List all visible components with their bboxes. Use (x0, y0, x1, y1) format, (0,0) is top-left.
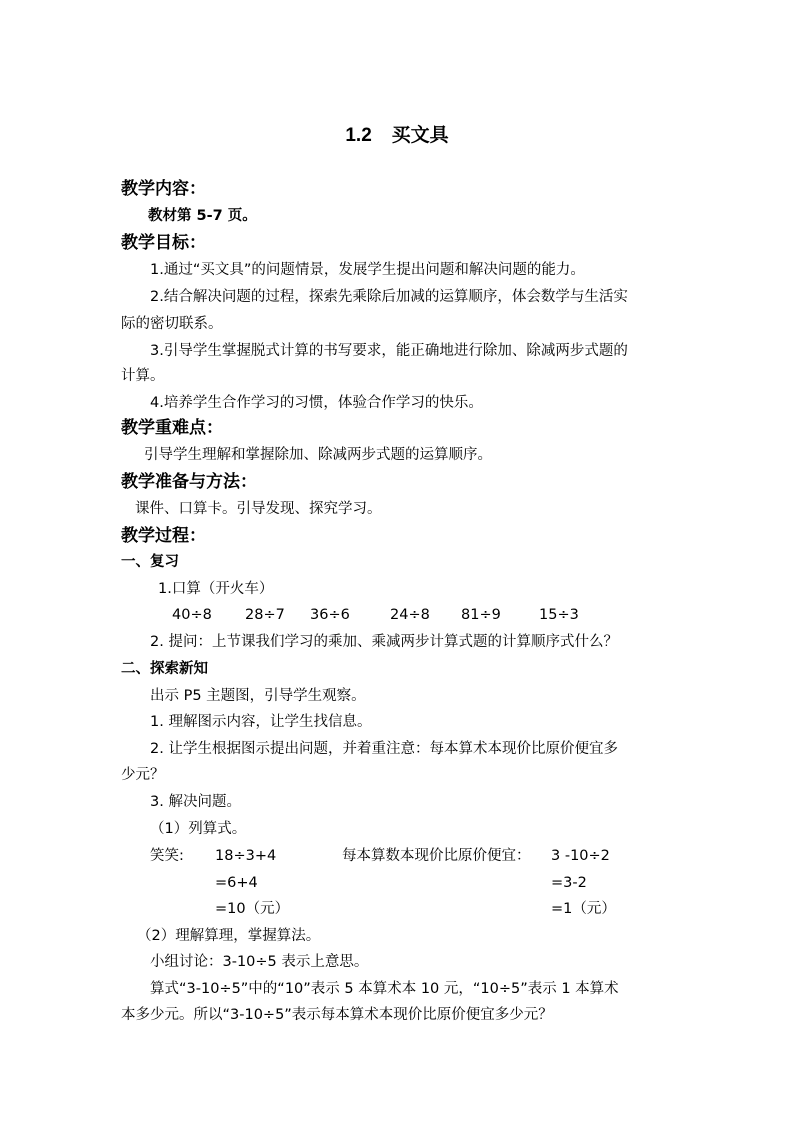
title-number: 1.2 (345, 125, 372, 146)
review-heading: 一、复习 (121, 554, 179, 570)
content-text: 教材第 5-7 页。 (148, 208, 257, 224)
title-text: 买文具 (391, 124, 449, 146)
explore-line: （1）列算式。 (150, 821, 247, 837)
calc-left-step: =6+4 (215, 875, 258, 891)
explore-line: 少元？ (121, 767, 165, 783)
explore-line: 出示 P5 主题图，引导学生观察。 (150, 688, 366, 704)
explore-line: （2）理解算理，掌握算法。 (137, 928, 321, 944)
goal-item: 2.结合解决问题的过程，探索先乘除后加减的运算顺序，体会数学与生活实 (150, 289, 628, 305)
explore-heading: 二、探索新知 (121, 661, 208, 677)
calc-item: 36÷6 (310, 607, 350, 623)
page-title (0, 123, 794, 148)
calc-left-label: 笑笑: (150, 848, 184, 864)
calc-right-step: =1（元） (551, 901, 616, 917)
goal-item: 4.培养学生合作学习的习惯，体验合作学习的快乐。 (150, 395, 483, 411)
review-item-2: 2. 提问：上节课我们学习的乘加、乘减两步计算式题的计算顺序式什么？ (150, 634, 618, 650)
calc-right-step: =3-2 (551, 875, 587, 891)
goals-heading: 教学目标： (121, 233, 206, 253)
calc-left-step: 18÷3+4 (215, 848, 277, 864)
goal-item: 1.通过“买文具”的问题情景，发展学生提出问题和解决问题的能力。 (150, 262, 585, 278)
calc-left-step: =10（元） (215, 901, 290, 917)
calc-item: 15÷3 (539, 607, 579, 623)
key-points-heading: 教学重难点： (121, 418, 223, 438)
calc-item: 40÷8 (172, 607, 212, 623)
explore-line: 本多少元。所以“3-10÷5”表示每本算术本现价比原价便宜多少元？ (121, 1007, 553, 1023)
calc-item: 81÷9 (461, 607, 501, 623)
preparation-heading: 教学准备与方法： (121, 472, 257, 492)
explore-line: 算式“3-10÷5”中的“10”表示 5 本算术本 10 元，“10÷5”表示 1 本算术 (150, 981, 619, 997)
calc-right-label: 每本算数本现价比原价便宜： (342, 848, 531, 864)
explore-line: 3. 解决问题。 (150, 794, 241, 810)
goal-item: 3.引导学生掌握脱式计算的书写要求，能正确地进行除加、除减两步式题的 (150, 343, 628, 359)
process-heading: 教学过程： (121, 526, 206, 546)
review-item-1: 1.口算（开火车） (158, 581, 274, 597)
explore-line: 小组讨论：3-10÷5 表示上意思。 (150, 954, 369, 970)
explore-line: 2. 让学生根据图示提出问题，并着重注意：每本算术本现价比原价便宜多 (150, 741, 618, 757)
goal-item: 际的密切联系。 (121, 316, 223, 332)
calc-item: 24÷8 (390, 607, 430, 623)
preparation-text: 课件、口算卡。引导发现、探究学习。 (135, 501, 382, 517)
explore-line: 1. 理解图示内容，让学生找信息。 (150, 714, 372, 730)
calc-item: 28÷7 (245, 607, 285, 623)
calc-right-step: 3 -10÷2 (551, 848, 610, 864)
content-heading: 教学内容： (121, 179, 206, 199)
goal-item: 计算。 (121, 368, 165, 384)
key-points-text: 引导学生理解和掌握除加、除减两步式题的运算顺序。 (144, 447, 492, 463)
